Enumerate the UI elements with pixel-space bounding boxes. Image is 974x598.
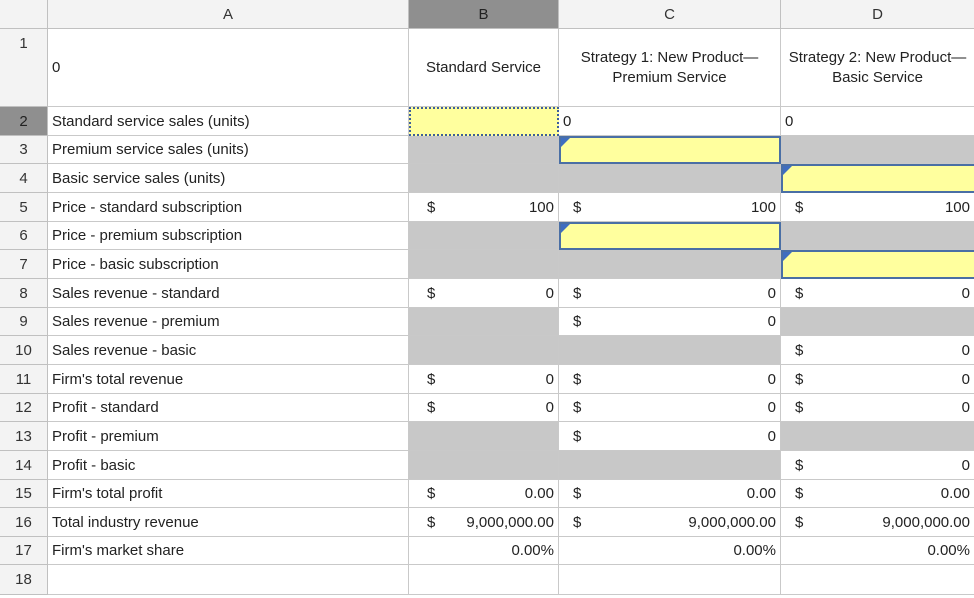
row-header-5[interactable]: 5 [0, 193, 48, 222]
currency-symbol: $ [795, 456, 804, 474]
cell-c8[interactable] [559, 279, 781, 308]
cell-a11[interactable]: Firm's total revenue [48, 365, 409, 394]
cell-value: 0.00 [746, 485, 776, 502]
cell-d10[interactable] [781, 336, 974, 365]
cell-value: 9,000,000.00 [688, 513, 776, 531]
cell-value: 0 [767, 284, 776, 302]
row-header-17[interactable]: 17 [0, 537, 48, 565]
cell-a9[interactable]: Sales revenue - premium [48, 308, 409, 336]
cell-value: 0 [545, 284, 554, 302]
cell-b1[interactable]: Standard Service [409, 29, 559, 107]
row-header-1[interactable]: 1 [0, 29, 48, 107]
input-marker-icon [783, 252, 792, 261]
cell-b7-disabled [409, 250, 559, 279]
cell-b8[interactable] [409, 279, 559, 308]
cell-d2[interactable]: 0 [781, 107, 974, 136]
cell-value: 0 [961, 456, 970, 474]
cell-a7[interactable]: Price - basic subscription [48, 250, 409, 279]
cell-value: 9,000,000.00 [882, 513, 970, 531]
row-header-3[interactable]: 3 [0, 136, 48, 164]
cell-a17[interactable]: Firm's market share [48, 537, 409, 565]
cell-c4-disabled [559, 164, 781, 193]
currency-symbol: $ [795, 513, 804, 531]
row-header-4[interactable]: 4 [0, 164, 48, 193]
currency-symbol: $ [427, 284, 436, 302]
cell-value: 0 [767, 399, 776, 416]
cell-d7-input[interactable] [781, 250, 974, 279]
cell-c18[interactable] [559, 565, 781, 595]
cell-b2-input[interactable] [409, 107, 559, 136]
cell-c2[interactable]: 0 [559, 107, 781, 136]
input-marker-icon [783, 166, 792, 175]
currency-symbol: $ [427, 485, 436, 502]
cell-d18[interactable] [781, 565, 974, 595]
cell-b11[interactable] [409, 365, 559, 394]
currency-symbol: $ [795, 399, 804, 416]
cell-a10[interactable]: Sales revenue - basic [48, 336, 409, 365]
cell-d15[interactable] [781, 480, 974, 508]
row-header-16[interactable]: 16 [0, 508, 48, 537]
cell-c15[interactable] [559, 480, 781, 508]
cell-d5[interactable] [781, 193, 974, 222]
cell-a13[interactable]: Profit - premium [48, 422, 409, 451]
row-header-9[interactable]: 9 [0, 308, 48, 336]
row-header-14[interactable]: 14 [0, 451, 48, 480]
cell-b12[interactable] [409, 394, 559, 422]
currency-symbol: $ [573, 198, 582, 216]
row-header-2[interactable]: 2 [0, 107, 48, 136]
column-header-d[interactable]: D [781, 0, 974, 29]
cell-b15[interactable] [409, 480, 559, 508]
currency-symbol: $ [795, 284, 804, 302]
currency-symbol: $ [795, 370, 804, 388]
currency-symbol: $ [573, 513, 582, 531]
input-marker-icon [561, 138, 570, 147]
cell-b6-disabled [409, 222, 559, 250]
row-header-18[interactable]: 18 [0, 565, 48, 595]
row-header-13[interactable]: 13 [0, 422, 48, 451]
cell-c16[interactable] [559, 508, 781, 537]
cell-a15[interactable]: Firm's total profit [48, 480, 409, 508]
cell-c13[interactable] [559, 422, 781, 451]
cell-value: 0 [767, 370, 776, 388]
cell-d1[interactable]: Strategy 2: New Product—Basic Service [781, 29, 974, 107]
cell-value: 100 [750, 198, 776, 216]
cell-a12[interactable]: Profit - standard [48, 394, 409, 422]
cell-c12[interactable] [559, 394, 781, 422]
row-header-15[interactable]: 15 [0, 480, 48, 508]
currency-symbol: $ [573, 427, 582, 445]
currency-symbol: $ [427, 399, 436, 416]
row-header-11[interactable]: 11 [0, 365, 48, 394]
cell-d6-disabled [781, 222, 974, 250]
cell-c5[interactable] [559, 193, 781, 222]
cell-value: 9,000,000.00 [466, 513, 554, 531]
cell-b3-disabled [409, 136, 559, 164]
column-header-a[interactable]: A [48, 0, 409, 29]
cell-c6-input[interactable] [559, 222, 781, 250]
currency-symbol: $ [573, 284, 582, 302]
cell-value: 0 [961, 341, 970, 359]
cell-d3-disabled [781, 136, 974, 164]
cell-c17[interactable]: 0.00% [559, 537, 781, 565]
cell-a16[interactable]: Total industry revenue [48, 508, 409, 537]
cell-b14-disabled [409, 451, 559, 480]
currency-symbol: $ [795, 198, 804, 216]
cell-d4-input[interactable] [781, 164, 974, 193]
cell-d8[interactable] [781, 279, 974, 308]
row-header-12[interactable]: 12 [0, 394, 48, 422]
cell-d9-disabled [781, 308, 974, 336]
cell-c11[interactable] [559, 365, 781, 394]
currency-symbol: $ [573, 399, 582, 416]
cell-b5[interactable] [409, 193, 559, 222]
cell-d13-disabled [781, 422, 974, 451]
cell-c1[interactable]: Strategy 1: New Product—Premium Service [559, 29, 781, 107]
cell-a6[interactable]: Price - premium subscription [48, 222, 409, 250]
cell-a18[interactable] [48, 565, 409, 595]
cell-value: 0 [767, 427, 776, 445]
row-header-8[interactable]: 8 [0, 279, 48, 308]
cell-d11[interactable] [781, 365, 974, 394]
cell-a2[interactable]: Standard service sales (units) [48, 107, 409, 136]
currency-symbol: $ [573, 485, 582, 502]
cell-b4-disabled [409, 164, 559, 193]
currency-symbol: $ [427, 198, 436, 216]
cell-a4[interactable]: Basic service sales (units) [48, 164, 409, 193]
cell-a1[interactable]: 0 [48, 29, 409, 107]
cell-c14-disabled [559, 451, 781, 480]
cell-b18[interactable] [409, 565, 559, 595]
cell-c10-disabled [559, 336, 781, 365]
column-header-b[interactable]: B [409, 0, 559, 29]
row-header-7[interactable]: 7 [0, 250, 48, 279]
cell-d16[interactable] [781, 508, 974, 537]
cell-value: 0 [961, 284, 970, 302]
cell-value: 100 [528, 198, 554, 216]
currency-symbol: $ [427, 370, 436, 388]
row-header-10[interactable]: 10 [0, 336, 48, 365]
cell-value: 0 [545, 370, 554, 388]
select-all-corner[interactable] [0, 0, 48, 29]
cell-value: 0 [767, 313, 776, 330]
currency-symbol: $ [573, 370, 582, 388]
cell-value: 0.00 [940, 485, 970, 502]
cell-value: 0 [545, 399, 554, 416]
cell-c3-input[interactable] [559, 136, 781, 164]
cell-c7-disabled [559, 250, 781, 279]
currency-symbol: $ [427, 513, 436, 531]
cell-value: 0 [961, 399, 970, 416]
column-header-c[interactable]: C [559, 0, 781, 29]
cell-d14[interactable] [781, 451, 974, 480]
currency-symbol: $ [573, 313, 582, 330]
cell-d12[interactable] [781, 394, 974, 422]
cell-a3[interactable]: Premium service sales (units) [48, 136, 409, 164]
cell-value: 0.00 [524, 485, 554, 502]
cell-b16[interactable] [409, 508, 559, 537]
cell-b13-disabled [409, 422, 559, 451]
cell-value: 100 [944, 198, 970, 216]
cell-value: 0 [961, 370, 970, 388]
currency-symbol: $ [795, 485, 804, 502]
cell-c9[interactable] [559, 308, 781, 336]
row-header-6[interactable]: 6 [0, 222, 48, 250]
input-marker-icon [561, 224, 570, 233]
cell-b17[interactable]: 0.00% [409, 537, 559, 565]
cell-a5[interactable]: Price - standard subscription [48, 193, 409, 222]
cell-a8[interactable]: Sales revenue - standard [48, 279, 409, 308]
cell-d17[interactable]: 0.00% [781, 537, 974, 565]
currency-symbol: $ [795, 341, 804, 359]
cell-b9-disabled [409, 308, 559, 336]
cell-b10-disabled [409, 336, 559, 365]
cell-a14[interactable]: Profit - basic [48, 451, 409, 480]
